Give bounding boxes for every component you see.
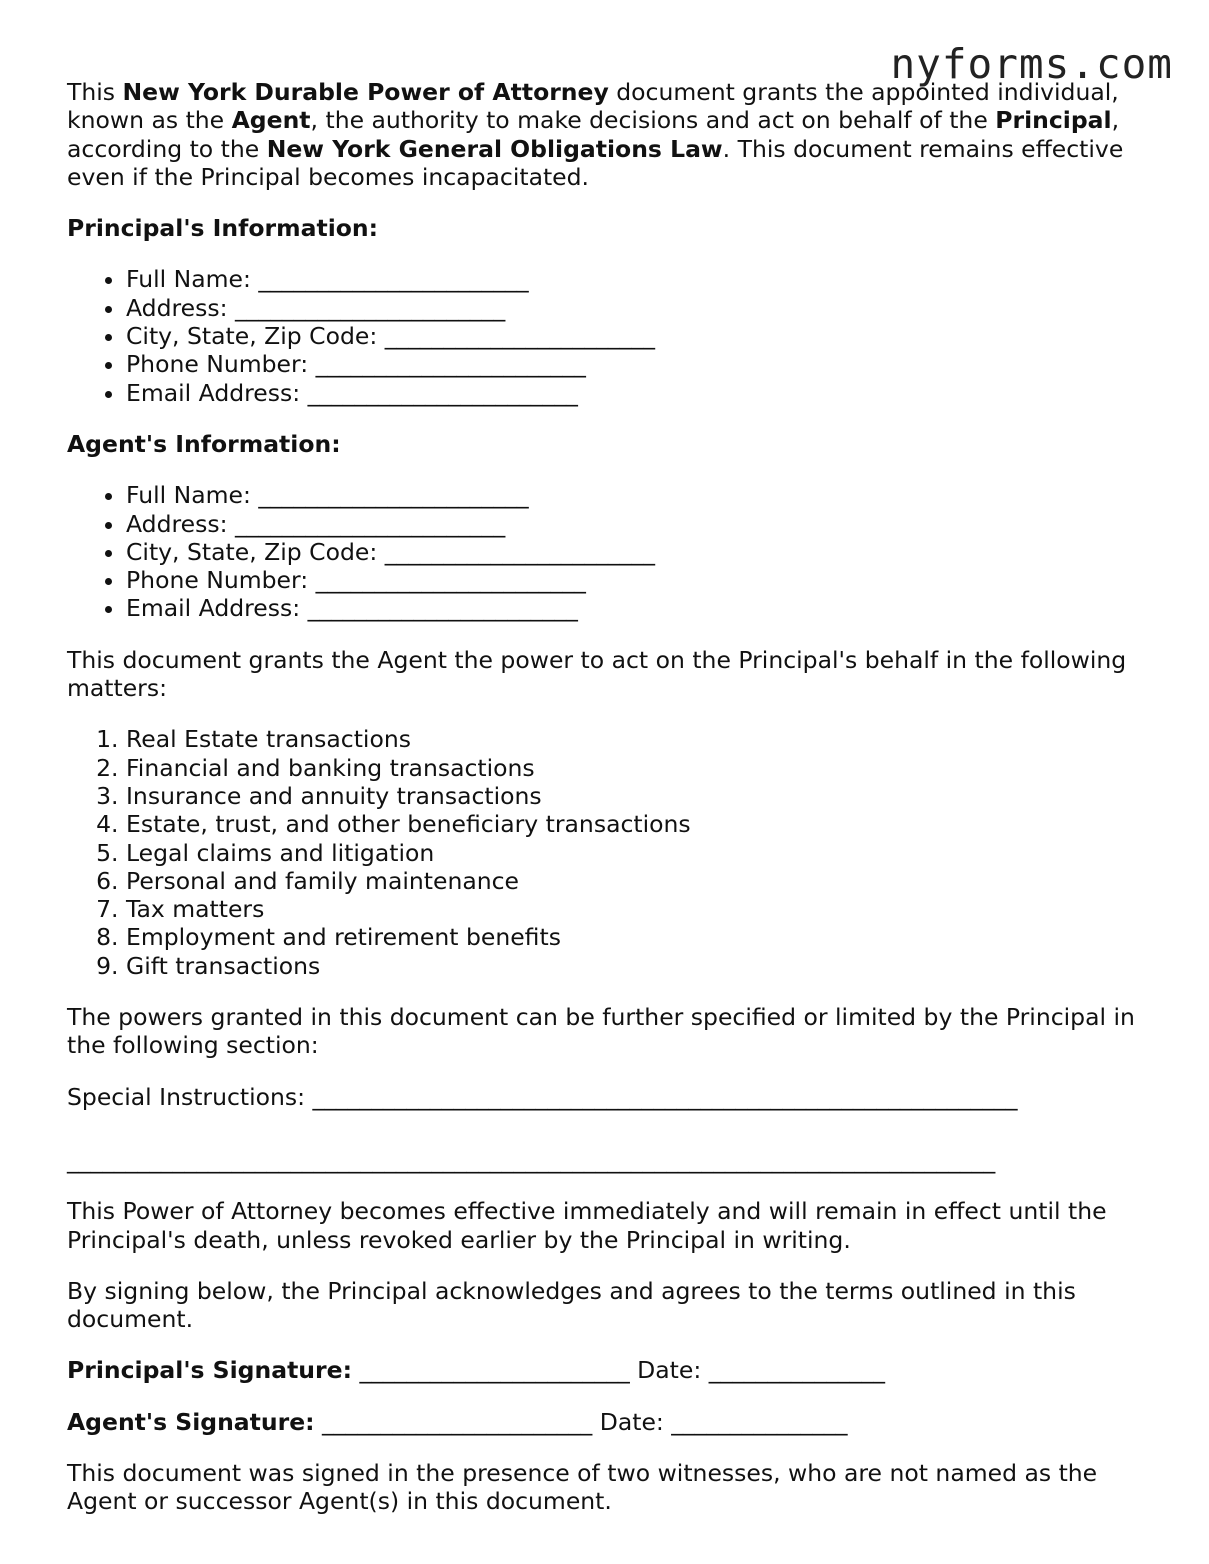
special-instructions-continuation-line[interactable]: _______________________________________________________________________________ [67,1145,996,1174]
witness-paragraph: This document was signed in the presence of two witnesses, who are not named as the Agent or successor Agent(s) in this document. [67,1458,1098,1516]
document-body [67,78,1157,1539]
limits-paragraph: The powers granted in this document can be further specified or limited by the Principal in the following section: [67,1003,1135,1060]
principal-info-heading: Principal's Information: [67,214,379,243]
agent-email-field[interactable]: • Email Address: _______________________ [126,594,1157,622]
agent-address-field[interactable]: • Address: _______________________ [126,510,1157,538]
agent-signature-label: Agent's Signature: [67,1407,315,1436]
nyforms-watermark: nyforms.com [890,40,1173,88]
principal-email-field[interactable]: • Email Address: _______________________ [126,379,1157,407]
agent-term: Agent [231,106,311,135]
principal-term: Principal [995,106,1112,135]
law-name: New York General Obligations Law [266,134,723,163]
principal-signature-line[interactable] [67,1356,1157,1384]
principal-city-state-zip-field[interactable]: • City, State, Zip Code: _______________________ [126,322,1157,350]
power-item: 9. Gift transactions [126,952,1157,980]
principal-full-name-field[interactable]: • Full Name: _______________________ [126,265,1157,293]
agent-city-state-zip-field[interactable]: • City, State, Zip Code: _______________________ [126,538,1157,566]
document-title: New York Durable Power of Attorney [122,78,609,106]
special-instructions-field[interactable]: Special Instructions: ____________________________________________________________ [67,1082,1018,1111]
principal-signature-blanks[interactable]: _______________________ Date: _______________ [351,1356,885,1385]
power-item: 5. Legal claims and litigation [126,839,1157,867]
agent-info-list [67,481,1157,622]
power-item: 1. Real Estate transactions [126,725,1157,753]
agent-info-heading: Agent's Information: [67,429,341,458]
power-item: 4. Estate, trust, and other beneficiary transactions [126,810,1157,838]
principal-signature-label: Principal's Signature: [67,1356,352,1385]
power-item: 6. Personal and family maintenance [126,867,1157,895]
principal-info-list [67,265,1157,406]
power-item: 8. Employment and retirement benefits [126,923,1157,951]
intro-paragraph: This New York Durable Power of Attorney document grants the appointed individual, known as the Agent, the authority to make decisions and act on behalf of the Principal, according to the New York General Obligations Law. This document remains effective even if the Principal becomes incapacitated. [67,78,1124,191]
agent-full-name-field[interactable]: • Full Name: _______________________ [126,481,1157,509]
powers-intro: This document grants the Agent the power to act on the Principal's behalf in the following matters: [67,645,1127,703]
powers-list [67,725,1157,980]
effective-paragraph: This Power of Attorney becomes effective immediately and will remain in effect until the Principal's death, unless revoked earlier by the Principal in writing. [67,1197,1107,1254]
principal-phone-field[interactable]: • Phone Number: _______________________ [126,350,1157,378]
agent-signature-line[interactable] [67,1408,1157,1436]
agent-signature-blanks[interactable]: _______________________ Date: _______________ [314,1407,848,1436]
agent-phone-field[interactable]: • Phone Number: _______________________ [126,566,1157,594]
power-item: 2. Financial and banking transactions [126,754,1157,782]
power-item: 7. Tax matters [126,895,1157,923]
power-item: 3. Insurance and annuity transactions [126,782,1157,810]
principal-address-field[interactable]: • Address: _______________________ [126,294,1157,322]
acknowledge-paragraph: By signing below, the Principal acknowledges and agrees to the terms outlined in this document. [67,1276,1076,1334]
